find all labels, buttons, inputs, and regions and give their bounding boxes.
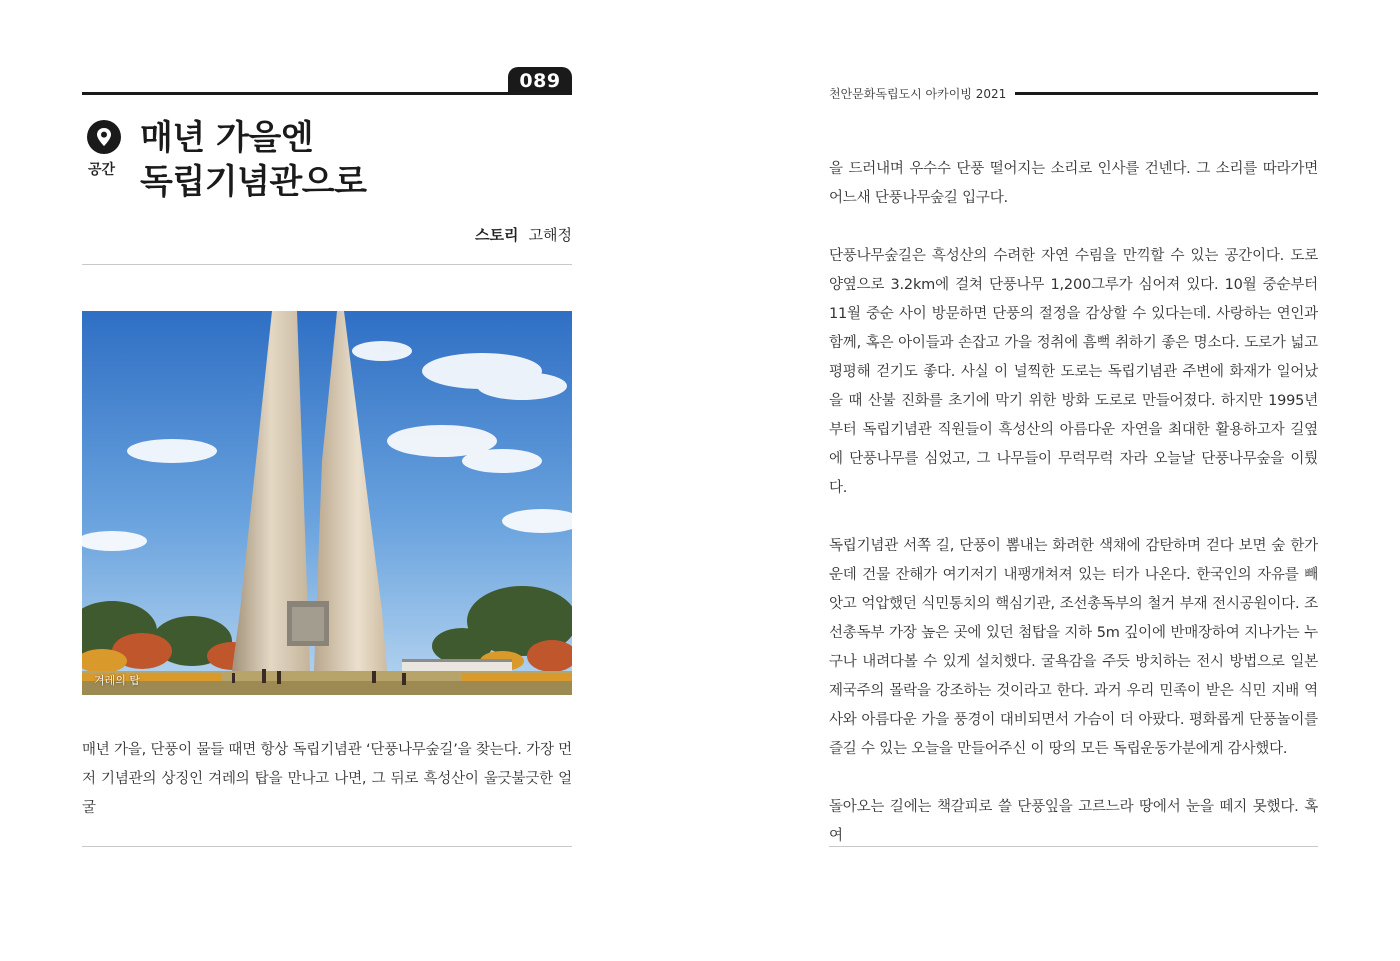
right-paragraph-4: 돌아오는 길에는 책갈피로 쓸 단풍잎을 고르느라 땅에서 눈을 떼지 못했다. 혹여 <box>829 799 1318 844</box>
top-rule-left <box>82 92 572 95</box>
location-pin-icon <box>87 120 121 154</box>
byline <box>475 224 572 245</box>
page-number: 089 <box>508 67 572 95</box>
bottom-rule-right <box>829 846 1318 847</box>
divider-under-title <box>82 264 572 265</box>
byline-label: 스토리 <box>475 226 519 244</box>
photo-caption: 겨레의 탑 <box>94 674 141 687</box>
monument-photo <box>82 311 572 695</box>
left-body-text <box>82 736 572 823</box>
category-label: 공간 <box>88 162 116 178</box>
top-rule-right <box>1015 92 1318 95</box>
right-body-text <box>829 155 1318 851</box>
running-header: 천안문화독립도시 아카이빙 2021 <box>829 87 1007 101</box>
left-paragraph-1: 매년 가을, 단풍이 물들 때면 항상 독립기념관 ‘단풍나무숲길’을 찾는다. 가장 먼저 기념관의 상징인 겨레의 탑을 만나고 나면, 그 뒤로 흑성산이 울긋불긋한 얼굴 <box>82 742 572 816</box>
article-title <box>140 116 366 204</box>
right-paragraph-1: 을 드러내며 우수수 단풍 떨어지는 소리로 인사를 건넨다. 그 소리를 따라가면 어느새 단풍나무숲길 입구다. <box>829 161 1318 206</box>
bottom-rule-left <box>82 846 572 847</box>
monument-illustration <box>82 311 572 695</box>
right-paragraph-3: 독립기념관 서쪽 길, 단풍이 뽐내는 화려한 색채에 감탄하며 걷다 보면 숲 한가운데 건물 잔해가 여기저기 내팽개쳐져 있는 터가 나온다. 한국인의 자유를 빼앗고 억압했던 식민통치의 핵심기관, 조선총독부의 철거 부재 전시공원이다. 조선총독부 가장 높은 곳에 있던 첨탑을 지하 5m 깊이에 반매장하여 지나가는 누구나 내려다볼 수 있게 설치했다. 굴욕감을 주듯 방치하는 전시 방법으로 일본제국주의 몰락을 강조하는 것이라고 한다. 과거 우리 민족이 받은 식민 지배 역사와 아름다운 가을 풍경이 대비되면서 가슴이 더 아팠다. 평화롭게 단풍놀이를 즐길 수 있는 오늘을 만들어주신 이 땅의 모든 독립운동가분에게 감사했다. <box>829 538 1318 757</box>
right-paragraph-2: 단풍나무숲길은 흑성산의 수려한 자연 수림을 만끽할 수 있는 공간이다. 도로 양옆으로 3.2km에 걸쳐 단풍나무 1,200그루가 심어져 있다. 10월 중순부터 11월 중순 사이 방문하면 단풍의 절정을 감상할 수 있다는데. 사랑하는 연인과 함께, 혹은 아이들과 손잡고 가을 정취에 흠뻑 취하기 좋은 명소다. 도로가 넓고 평평해 걷기도 좋다. 사실 이 널찍한 도로는 독립기념관 주변에 화재가 일어났을 때 산불 진화를 초기에 막기 위한 방화 도로로 만들어졌다. 하지만 1995년부터 독립기념관 직원들이 흑성산의 아름다운 자연을 최대한 활용하고자 길옆에 단풍나무를 심었고, 그 나무들이 무럭무럭 자라 오늘날 단풍나무숲을 이뤘다. <box>829 248 1318 496</box>
byline-author: 고해정 <box>528 226 572 244</box>
title-line-2: 독립기념관으로 <box>140 162 367 202</box>
title-line-1: 매년 가을엔 <box>140 118 314 158</box>
